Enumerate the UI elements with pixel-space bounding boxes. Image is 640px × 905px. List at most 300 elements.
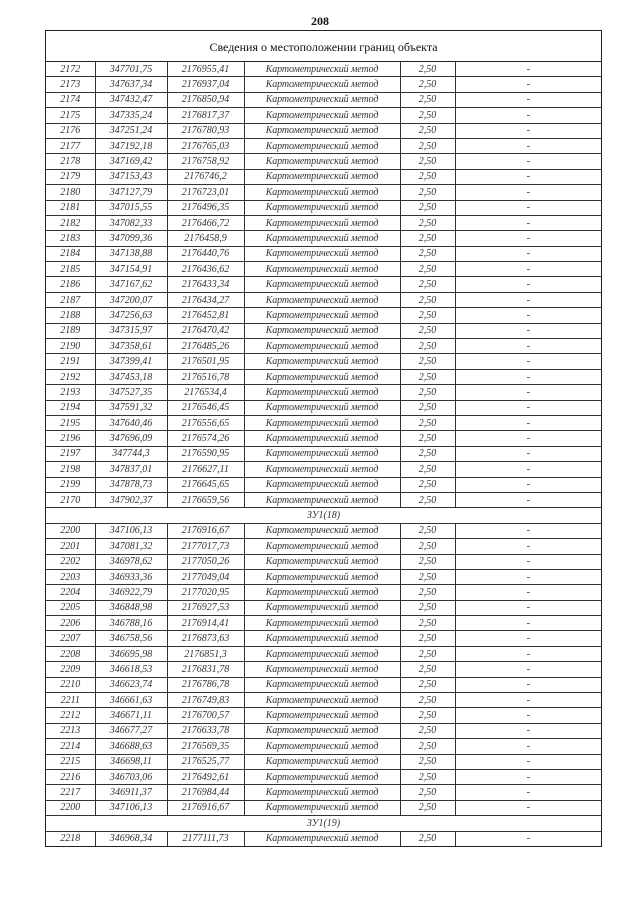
description-cell: - <box>455 400 601 415</box>
coordinates-table <box>46 62 601 846</box>
point-number-cell: 2201 <box>46 539 95 554</box>
y-coordinate-cell: 2176440,76 <box>167 246 244 261</box>
x-coordinate-cell: 346661,63 <box>95 693 167 708</box>
method-cell: Картометрический метод <box>244 769 400 784</box>
method-cell: Картометрический метод <box>244 354 400 369</box>
description-cell: - <box>455 138 601 153</box>
table-row <box>46 769 601 784</box>
table-row <box>46 369 601 384</box>
y-coordinate-cell: 2176645,65 <box>167 477 244 492</box>
x-coordinate-cell: 346618,53 <box>95 662 167 677</box>
point-number-cell: 2214 <box>46 739 95 754</box>
table-row <box>46 169 601 184</box>
precision-cell: 2,50 <box>400 92 455 107</box>
table-row <box>46 677 601 692</box>
method-cell: Картометрический метод <box>244 123 400 138</box>
y-coordinate-cell: 2176534,4 <box>167 385 244 400</box>
y-coordinate-cell: 2176516,78 <box>167 369 244 384</box>
precision-cell: 2,50 <box>400 400 455 415</box>
point-number-cell: 2210 <box>46 677 95 692</box>
table-row <box>46 477 601 492</box>
table-row <box>46 569 601 584</box>
x-coordinate-cell: 347837,01 <box>95 462 167 477</box>
x-coordinate-cell: 347081,32 <box>95 539 167 554</box>
precision-cell: 2,50 <box>400 77 455 92</box>
point-number-cell: 2200 <box>46 800 95 815</box>
x-coordinate-cell: 347637,34 <box>95 77 167 92</box>
x-coordinate-cell: 347169,42 <box>95 154 167 169</box>
method-cell: Картометрический метод <box>244 292 400 307</box>
method-cell: Картометрический метод <box>244 585 400 600</box>
y-coordinate-cell: 2176436,62 <box>167 262 244 277</box>
table-row <box>46 616 601 631</box>
method-cell: Картометрический метод <box>244 415 400 430</box>
point-number-cell: 2200 <box>46 523 95 538</box>
point-number-cell: 2176 <box>46 123 95 138</box>
table-row <box>46 200 601 215</box>
table-row <box>46 185 601 200</box>
point-number-cell: 2179 <box>46 169 95 184</box>
description-cell: - <box>455 215 601 230</box>
description-cell: - <box>455 108 601 123</box>
method-cell: Картометрический метод <box>244 400 400 415</box>
table-row <box>46 831 601 846</box>
table-row <box>46 385 601 400</box>
precision-cell: 2,50 <box>400 169 455 184</box>
x-coordinate-cell: 346671,11 <box>95 708 167 723</box>
y-coordinate-cell: 2176984,44 <box>167 785 244 800</box>
table-row <box>46 323 601 338</box>
description-cell: - <box>455 308 601 323</box>
method-cell: Картометрический метод <box>244 492 400 507</box>
table-row <box>46 693 601 708</box>
point-number-cell: 2197 <box>46 446 95 461</box>
method-cell: Картометрический метод <box>244 785 400 800</box>
y-coordinate-cell: 2177050,26 <box>167 554 244 569</box>
x-coordinate-cell: 347527,35 <box>95 385 167 400</box>
y-coordinate-cell: 2176758,92 <box>167 154 244 169</box>
x-coordinate-cell: 347200,07 <box>95 292 167 307</box>
point-number-cell: 2217 <box>46 785 95 800</box>
precision-cell: 2,50 <box>400 185 455 200</box>
method-cell: Картометрический метод <box>244 569 400 584</box>
table-row <box>46 585 601 600</box>
method-cell: Картометрический метод <box>244 754 400 769</box>
x-coordinate-cell: 347138,88 <box>95 246 167 261</box>
table-row <box>46 123 601 138</box>
point-number-cell: 2185 <box>46 262 95 277</box>
y-coordinate-cell: 2176927,53 <box>167 600 244 615</box>
description-cell: - <box>455 723 601 738</box>
point-number-cell: 2180 <box>46 185 95 200</box>
table-row <box>46 708 601 723</box>
precision-cell: 2,50 <box>400 415 455 430</box>
y-coordinate-cell: 2177017,73 <box>167 539 244 554</box>
description-cell: - <box>455 708 601 723</box>
method-cell: Картометрический метод <box>244 246 400 261</box>
precision-cell: 2,50 <box>400 215 455 230</box>
method-cell: Картометрический метод <box>244 462 400 477</box>
description-cell: - <box>455 246 601 261</box>
x-coordinate-cell: 347106,13 <box>95 523 167 538</box>
description-cell: - <box>455 354 601 369</box>
table-row <box>46 631 601 646</box>
description-cell: - <box>455 785 601 800</box>
description-cell: - <box>455 677 601 692</box>
point-number-cell: 2177 <box>46 138 95 153</box>
method-cell: Картометрический метод <box>244 693 400 708</box>
x-coordinate-cell: 347744,3 <box>95 446 167 461</box>
point-number-cell: 2174 <box>46 92 95 107</box>
y-coordinate-cell: 2176556,65 <box>167 415 244 430</box>
precision-cell: 2,50 <box>400 492 455 507</box>
description-cell: - <box>455 769 601 784</box>
x-coordinate-cell: 347099,36 <box>95 231 167 246</box>
table-row <box>46 462 601 477</box>
method-cell: Картометрический метод <box>244 108 400 123</box>
table-row <box>46 215 601 230</box>
point-number-cell: 2199 <box>46 477 95 492</box>
point-number-cell: 2173 <box>46 77 95 92</box>
precision-cell: 2,50 <box>400 708 455 723</box>
x-coordinate-cell: 347358,61 <box>95 339 167 354</box>
method-cell: Картометрический метод <box>244 323 400 338</box>
page-number: 208 <box>311 14 329 28</box>
x-coordinate-cell: 347701,75 <box>95 62 167 77</box>
table-title: Сведения о местоположении границ объекта <box>46 31 601 62</box>
method-cell: Картометрический метод <box>244 200 400 215</box>
precision-cell: 2,50 <box>400 292 455 307</box>
y-coordinate-cell: 2176525,77 <box>167 754 244 769</box>
point-number-cell: 2196 <box>46 431 95 446</box>
x-coordinate-cell: 346968,34 <box>95 831 167 846</box>
method-cell: Картометрический метод <box>244 169 400 184</box>
precision-cell: 2,50 <box>400 277 455 292</box>
table-row <box>46 246 601 261</box>
x-coordinate-cell: 347127,79 <box>95 185 167 200</box>
table-row <box>46 154 601 169</box>
x-coordinate-cell: 346911,37 <box>95 785 167 800</box>
method-cell: Картометрический метод <box>244 431 400 446</box>
description-cell: - <box>455 554 601 569</box>
method-cell: Картометрический метод <box>244 477 400 492</box>
y-coordinate-cell: 2176780,93 <box>167 123 244 138</box>
table-row <box>46 723 601 738</box>
precision-cell: 2,50 <box>400 785 455 800</box>
description-cell: - <box>455 415 601 430</box>
x-coordinate-cell: 346698,11 <box>95 754 167 769</box>
precision-cell: 2,50 <box>400 585 455 600</box>
y-coordinate-cell: 2176937,04 <box>167 77 244 92</box>
x-coordinate-cell: 347167,62 <box>95 277 167 292</box>
y-coordinate-cell: 2176851,3 <box>167 646 244 661</box>
point-number-cell: 2182 <box>46 215 95 230</box>
y-coordinate-cell: 2176627,11 <box>167 462 244 477</box>
method-cell: Картометрический метод <box>244 616 400 631</box>
table-row <box>46 308 601 323</box>
description-cell: - <box>455 385 601 400</box>
precision-cell: 2,50 <box>400 616 455 631</box>
table-row <box>46 92 601 107</box>
description-cell: - <box>455 616 601 631</box>
precision-cell: 2,50 <box>400 246 455 261</box>
point-number-cell: 2187 <box>46 292 95 307</box>
description-cell: - <box>455 277 601 292</box>
x-coordinate-cell: 346688,63 <box>95 739 167 754</box>
y-coordinate-cell: 2176955,41 <box>167 62 244 77</box>
precision-cell: 2,50 <box>400 539 455 554</box>
method-cell: Картометрический метод <box>244 631 400 646</box>
method-cell: Картометрический метод <box>244 215 400 230</box>
point-number-cell: 2211 <box>46 693 95 708</box>
description-cell: - <box>455 600 601 615</box>
method-cell: Картометрический метод <box>244 77 400 92</box>
y-coordinate-cell: 2176723,01 <box>167 185 244 200</box>
y-coordinate-cell: 2176786,78 <box>167 677 244 692</box>
precision-cell: 2,50 <box>400 554 455 569</box>
x-coordinate-cell: 346695,98 <box>95 646 167 661</box>
method-cell: Картометрический метод <box>244 554 400 569</box>
description-cell: - <box>455 477 601 492</box>
x-coordinate-cell: 346978,62 <box>95 554 167 569</box>
table-row <box>46 785 601 800</box>
precision-cell: 2,50 <box>400 831 455 846</box>
y-coordinate-cell: 2177020,95 <box>167 585 244 600</box>
point-number-cell: 2216 <box>46 769 95 784</box>
y-coordinate-cell: 2176574,26 <box>167 431 244 446</box>
precision-cell: 2,50 <box>400 800 455 815</box>
y-coordinate-cell: 2176590,95 <box>167 446 244 461</box>
method-cell: Картометрический метод <box>244 308 400 323</box>
section-row <box>46 508 601 523</box>
point-number-cell: 2204 <box>46 585 95 600</box>
description-cell: - <box>455 754 601 769</box>
y-coordinate-cell: 2176700,57 <box>167 708 244 723</box>
description-cell: - <box>455 292 601 307</box>
description-cell: - <box>455 339 601 354</box>
precision-cell: 2,50 <box>400 723 455 738</box>
precision-cell: 2,50 <box>400 462 455 477</box>
description-cell: - <box>455 831 601 846</box>
description-cell: - <box>455 631 601 646</box>
y-coordinate-cell: 2176850,94 <box>167 92 244 107</box>
method-cell: Картометрический метод <box>244 600 400 615</box>
table-row <box>46 277 601 292</box>
precision-cell: 2,50 <box>400 138 455 153</box>
method-cell: Картометрический метод <box>244 646 400 661</box>
description-cell: - <box>455 323 601 338</box>
table-row <box>46 354 601 369</box>
precision-cell: 2,50 <box>400 646 455 661</box>
x-coordinate-cell: 347591,32 <box>95 400 167 415</box>
table-row <box>46 739 601 754</box>
y-coordinate-cell: 2176659,56 <box>167 492 244 507</box>
y-coordinate-cell: 2176496,35 <box>167 200 244 215</box>
x-coordinate-cell: 346933,36 <box>95 569 167 584</box>
description-cell: - <box>455 262 601 277</box>
point-number-cell: 2206 <box>46 616 95 631</box>
method-cell: Картометрический метод <box>244 831 400 846</box>
description-cell: - <box>455 169 601 184</box>
y-coordinate-cell: 2176914,41 <box>167 616 244 631</box>
description-cell: - <box>455 523 601 538</box>
precision-cell: 2,50 <box>400 154 455 169</box>
x-coordinate-cell: 346758,56 <box>95 631 167 646</box>
point-number-cell: 2198 <box>46 462 95 477</box>
x-coordinate-cell: 347902,37 <box>95 492 167 507</box>
x-coordinate-cell: 347106,13 <box>95 800 167 815</box>
method-cell: Картометрический метод <box>244 369 400 384</box>
precision-cell: 2,50 <box>400 123 455 138</box>
y-coordinate-cell: 2176466,72 <box>167 215 244 230</box>
table-row <box>46 262 601 277</box>
method-cell: Картометрический метод <box>244 539 400 554</box>
y-coordinate-cell: 2176633,78 <box>167 723 244 738</box>
table-row <box>46 415 601 430</box>
description-cell: - <box>455 539 601 554</box>
table-row <box>46 523 601 538</box>
method-cell: Картометрический метод <box>244 138 400 153</box>
y-coordinate-cell: 2176765,03 <box>167 138 244 153</box>
method-cell: Картометрический метод <box>244 739 400 754</box>
point-number-cell: 2207 <box>46 631 95 646</box>
method-cell: Картометрический метод <box>244 339 400 354</box>
table-row <box>46 431 601 446</box>
table-row <box>46 292 601 307</box>
x-coordinate-cell: 347696,09 <box>95 431 167 446</box>
y-coordinate-cell: 2176569,35 <box>167 739 244 754</box>
precision-cell: 2,50 <box>400 231 455 246</box>
point-number-cell: 2172 <box>46 62 95 77</box>
method-cell: Картометрический метод <box>244 277 400 292</box>
coordinates-table-body <box>46 62 601 846</box>
precision-cell: 2,50 <box>400 308 455 323</box>
table-row <box>46 554 601 569</box>
description-cell: - <box>455 569 601 584</box>
description-cell: - <box>455 92 601 107</box>
y-coordinate-cell: 2176433,34 <box>167 277 244 292</box>
point-number-cell: 2170 <box>46 492 95 507</box>
precision-cell: 2,50 <box>400 769 455 784</box>
y-coordinate-cell: 2176831,78 <box>167 662 244 677</box>
x-coordinate-cell: 347251,24 <box>95 123 167 138</box>
x-coordinate-cell: 347453,18 <box>95 369 167 384</box>
point-number-cell: 2194 <box>46 400 95 415</box>
y-coordinate-cell: 2176749,83 <box>167 693 244 708</box>
description-cell: - <box>455 492 601 507</box>
y-coordinate-cell: 2176746,2 <box>167 169 244 184</box>
y-coordinate-cell: 2176485,26 <box>167 339 244 354</box>
description-cell: - <box>455 462 601 477</box>
table-row <box>46 400 601 415</box>
point-number-cell: 2209 <box>46 662 95 677</box>
table-row <box>46 539 601 554</box>
x-coordinate-cell: 347315,97 <box>95 323 167 338</box>
method-cell: Картометрический метод <box>244 92 400 107</box>
precision-cell: 2,50 <box>400 662 455 677</box>
point-number-cell: 2186 <box>46 277 95 292</box>
x-coordinate-cell: 346677,27 <box>95 723 167 738</box>
y-coordinate-cell: 2176501,95 <box>167 354 244 369</box>
description-cell: - <box>455 369 601 384</box>
y-coordinate-cell: 2176546,45 <box>167 400 244 415</box>
x-coordinate-cell: 347878,73 <box>95 477 167 492</box>
point-number-cell: 2218 <box>46 831 95 846</box>
x-coordinate-cell: 347432,47 <box>95 92 167 107</box>
method-cell: Картометрический метод <box>244 262 400 277</box>
table-row <box>46 646 601 661</box>
point-number-cell: 2175 <box>46 108 95 123</box>
x-coordinate-cell: 347082,33 <box>95 215 167 230</box>
precision-cell: 2,50 <box>400 739 455 754</box>
point-number-cell: 2205 <box>46 600 95 615</box>
table-row <box>46 600 601 615</box>
point-number-cell: 2208 <box>46 646 95 661</box>
boundary-table-sheet <box>45 30 602 847</box>
description-cell: - <box>455 585 601 600</box>
method-cell: Картометрический метод <box>244 800 400 815</box>
table-row <box>46 339 601 354</box>
precision-cell: 2,50 <box>400 62 455 77</box>
description-cell: - <box>455 62 601 77</box>
description-cell: - <box>455 646 601 661</box>
precision-cell: 2,50 <box>400 523 455 538</box>
method-cell: Картометрический метод <box>244 446 400 461</box>
table-row <box>46 754 601 769</box>
y-coordinate-cell: 2176452,81 <box>167 308 244 323</box>
description-cell: - <box>455 77 601 92</box>
x-coordinate-cell: 347399,41 <box>95 354 167 369</box>
description-cell: - <box>455 739 601 754</box>
method-cell: Картометрический метод <box>244 723 400 738</box>
method-cell: Картометрический метод <box>244 62 400 77</box>
method-cell: Картометрический метод <box>244 185 400 200</box>
point-number-cell: 2195 <box>46 415 95 430</box>
method-cell: Картометрический метод <box>244 154 400 169</box>
precision-cell: 2,50 <box>400 369 455 384</box>
section-row <box>46 816 601 831</box>
x-coordinate-cell: 346788,16 <box>95 616 167 631</box>
description-cell: - <box>455 123 601 138</box>
method-cell: Картометрический метод <box>244 231 400 246</box>
x-coordinate-cell: 346848,98 <box>95 600 167 615</box>
x-coordinate-cell: 347640,46 <box>95 415 167 430</box>
description-cell: - <box>455 431 601 446</box>
point-number-cell: 2188 <box>46 308 95 323</box>
x-coordinate-cell: 346922,79 <box>95 585 167 600</box>
precision-cell: 2,50 <box>400 600 455 615</box>
table-row <box>46 446 601 461</box>
section-label: ЗУ1(19) <box>46 816 601 831</box>
y-coordinate-cell: 2176873,63 <box>167 631 244 646</box>
precision-cell: 2,50 <box>400 569 455 584</box>
table-row <box>46 108 601 123</box>
method-cell: Картометрический метод <box>244 385 400 400</box>
table-row <box>46 138 601 153</box>
point-number-cell: 2181 <box>46 200 95 215</box>
precision-cell: 2,50 <box>400 200 455 215</box>
y-coordinate-cell: 2176434,27 <box>167 292 244 307</box>
method-cell: Картометрический метод <box>244 523 400 538</box>
point-number-cell: 2212 <box>46 708 95 723</box>
precision-cell: 2,50 <box>400 262 455 277</box>
y-coordinate-cell: 2177049,04 <box>167 569 244 584</box>
x-coordinate-cell: 347192,18 <box>95 138 167 153</box>
y-coordinate-cell: 2177111,73 <box>167 831 244 846</box>
description-cell: - <box>455 185 601 200</box>
precision-cell: 2,50 <box>400 631 455 646</box>
precision-cell: 2,50 <box>400 431 455 446</box>
